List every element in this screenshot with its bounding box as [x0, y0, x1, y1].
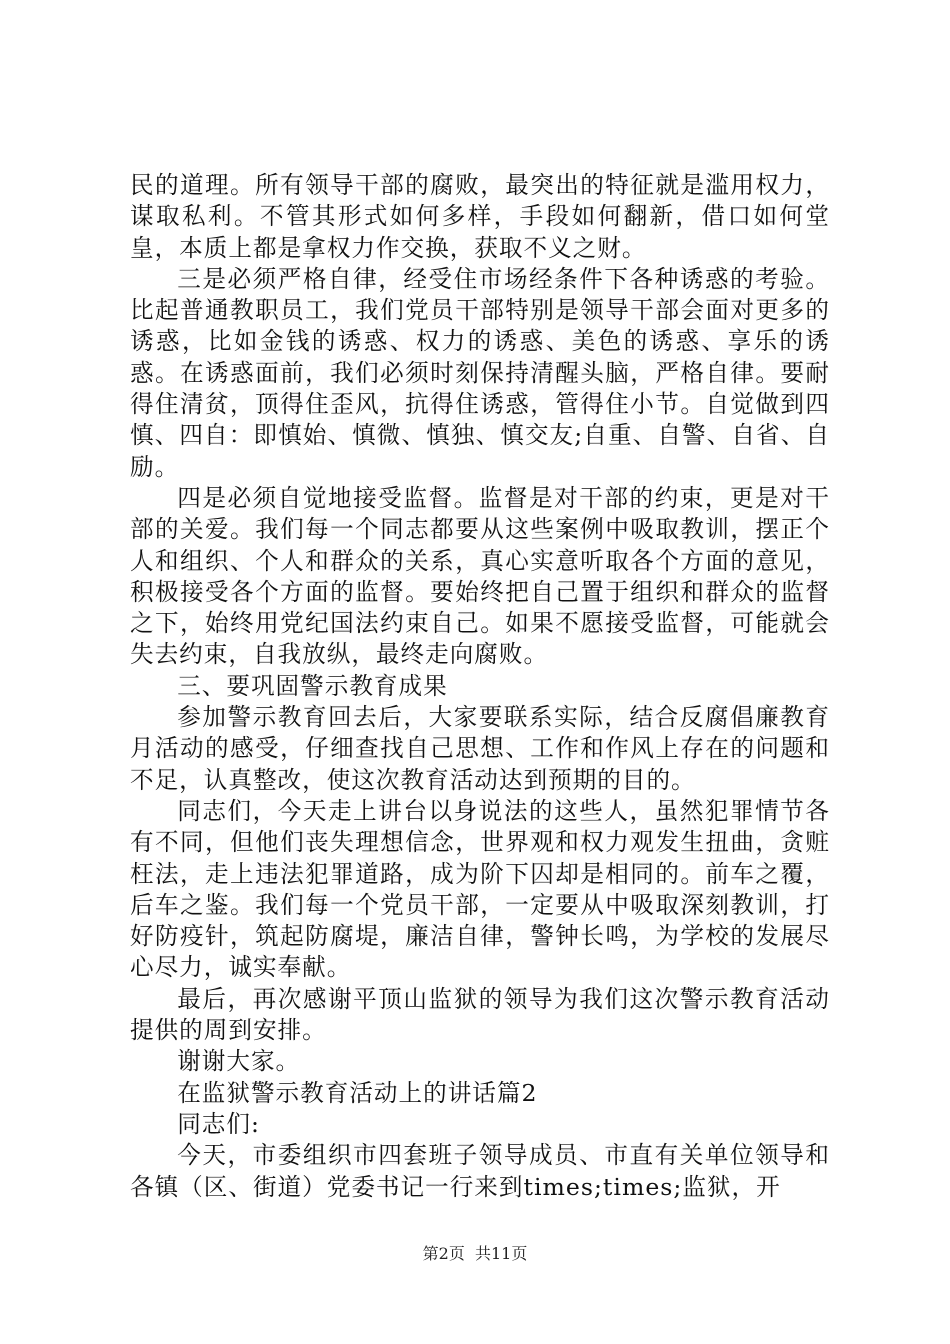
paragraph-1: 民的道理。所有领导干部的腐败，最突出的特征就是滥用权力，谋取私利。不管其形式如何多样，手段如何翻新，借口如何堂皇，本质上都是拿权力作交换，获取不义之财。 [130, 171, 830, 262]
paragraph-2: 三是必须严格自律，经受住市场经条件下各种诱惑的考验。比起普通教职员工，我们党员干部特别是领导干部会面对更多的诱惑，比如金钱的诱惑、权力的诱惑、美色的诱惑、享乐的诱惑。在诱惑面前，我们必须时刻保持清醒头脑，严格自律。要耐得住清贫，顶得住歪风，抗得住诱惑，管得住小节。自觉做到四慎、四自：即慎始、慎微、慎独、慎交友;自重、自警、自省、自励。 [130, 264, 830, 481]
paragraph-5: 同志们，今天走上讲台以身说法的这些人，虽然犯罪情节各有不同，但他们丧失理想信念，世界观和权力观发生扭曲，贪赃枉法，走上违法犯罪道路，成为阶下囚却是相同的。前车之覆，后车之鉴。我们每一个党员干部，一定要从中吸取深刻教训，打好防疫针，筑起防腐堤，廉洁自律，警钟长鸣，为学校的发展尽心尽力，诚实奉献。 [130, 796, 830, 982]
page-number-label: 第2页 共11页 [422, 1244, 528, 1263]
paragraph-6: 最后，再次感谢平顶山监狱的领导为我们这次警示教育活动提供的周到安排。 [130, 984, 830, 1045]
paragraph-7: 今天，市委组织市四套班子领导成员、市直有关单位领导和各镇（区、街道）党委书记一行来到times;times;监狱，开 [130, 1141, 830, 1201]
speech-title: 在监狱警示教育活动上的讲话篇2 [177, 1078, 538, 1107]
section-heading: 三、要巩固警示教育成果 [177, 671, 448, 700]
paragraph-4: 参加警示教育回去后，大家要联系实际，结合反腐倡廉教育月活动的感受，仔细查找自己思想、工作和作风上存在的问题和不足，认真整改，使这次教育活动达到预期的目的。 [130, 703, 830, 794]
closing-thanks: 谢谢大家。 [177, 1047, 301, 1076]
paragraph-3: 四是必须自觉地接受监督。监督是对干部的约束，更是对干部的关爱。我们每一个同志都要从这些案例中吸取教训，摆正个人和组织、个人和群众的关系，真心实意听取各个方面的意见，积极接受各个方面的监督。要始终把自己置于组织和群众的监督之下，始终用党纪国法约束自己。如果不愿接受监督，可能就会失去约束，自我放纵，最终走向腐败。 [130, 483, 830, 669]
salutation: 同志们: [177, 1109, 260, 1138]
document-body [130, 170, 830, 1203]
page-footer [0, 1244, 950, 1264]
